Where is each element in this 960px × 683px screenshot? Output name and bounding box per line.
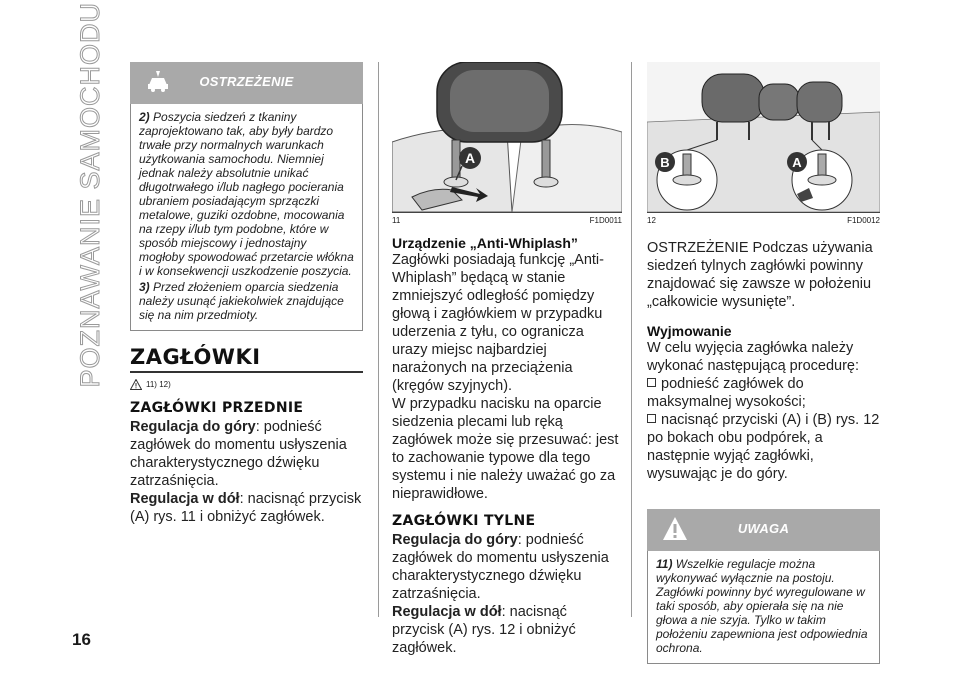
caution-box-title: UWAGA	[737, 521, 790, 536]
warning-box	[130, 62, 363, 331]
warning-box-title: OSTRZEŻENIE	[199, 74, 294, 89]
checkbox-bullet-icon	[647, 378, 656, 387]
warning-box-header	[130, 62, 363, 104]
rear-up-paragraph: Regulacja do góry: podnieść zagłówek do momentu usłyszenia charakterystycznego dźwięku zatrzaśnięcia.	[392, 532, 609, 602]
figure-code: F1D0011	[589, 216, 622, 225]
section-rule	[130, 371, 363, 373]
section-refs: 11) 12)	[130, 379, 363, 390]
front-headrests-text	[130, 418, 363, 526]
figure-code: F1D0012	[847, 216, 880, 225]
figure-11	[392, 62, 622, 213]
warning-item: 3) Przed złożeniem oparcia siedzenia należy usunąć jakiekolwiek znajdujące się na nim przedmioty.	[139, 280, 344, 322]
caution-box	[647, 509, 880, 664]
antiwhiplash-text: Zagłówki posiadają funkcję „Anti-Whiplash” będącą w stanie zmniejszyć odległość pomiędzy głową i zagłówkiem w przypadku uderzenia z tyłu, co ogranicza urazy miejsc najbardziej narażonych na przeciążenia (kręgów szyjnych). W przypadku nacisku na oparcie siedzenia plecami lub ręką zagłówek może się przesuwać: jest to zachowanie typowe dla tego systemu i nie należy uważać go za nieprawidłowe.	[392, 252, 619, 502]
callout-a: A	[792, 155, 802, 170]
rear-down-paragraph: Regulacja w dół: nacisnąć przycisk (A) rys. 12 i obniżyć zagłówek.	[392, 604, 576, 656]
removal-title: Wyjmowanie	[647, 323, 732, 339]
figure-11-caption	[392, 216, 622, 225]
column-3	[647, 62, 880, 664]
column-divider	[378, 62, 379, 617]
column-divider	[631, 62, 632, 617]
front-down-paragraph: Regulacja w dół: nacisnąć przycisk (A) rys. 11 i obniżyć zagłówek.	[130, 491, 362, 525]
front-up-paragraph: Regulacja do góry: podnieść zagłówek do momentu usłyszenia charakterystycznego dźwięku zatrzaśnięcia.	[130, 419, 347, 489]
section-title: ZAGŁÓWKI	[130, 345, 261, 369]
figure-number: 12	[647, 216, 656, 225]
figure-12	[647, 62, 880, 213]
removal-text: W celu wyjęcia zagłówka należy wykonać następującą procedurę: podnieść zagłówek do maksymalnej wysokości; nacisnąć przyciski (A) i (B) rys. 12 po bokach obu podpórek, a następnie wyjąć zagłówki, wysuwając je do góry.	[647, 340, 880, 482]
callout-b: B	[660, 155, 670, 170]
caution-box-header	[647, 509, 880, 551]
front-headrests-title: ZAGŁÓWKI PRZEDNIE	[130, 400, 304, 416]
removal-step: nacisnąć przyciski (A) i (B) rys. 12 po bokach obu podpórek, a następnie wyjąć zagłówki, wysuwając je do góry.	[647, 412, 880, 482]
rear-warning-paragraph: OSTRZEŻENIE Podczas używania siedzeń tylnych zagłówki powinny znajdować się zawsze w położeniu „całkowicie wysunięte”.	[647, 240, 873, 310]
callout-a: A	[464, 150, 476, 166]
caution-box-body: 11) Wszelkie regulacje można wykonywać wyłącznie na postoju. Zagłówki powinny być wyregulowane w taki sposób, aby opierała się na nie głowa a nie szyja. Tylko w takim położeniu zapewniona jest odpowiednia ochrona.	[647, 551, 880, 664]
rear-headrests-text	[392, 531, 622, 657]
front-headrest-illustration	[392, 62, 622, 212]
removal-step: podnieść zagłówek do maksymalnej wysokości;	[647, 376, 806, 410]
figure-number: 11	[392, 216, 401, 225]
warning-triangle-icon	[130, 379, 142, 390]
chapter-side-title: POZNAWANIE SAMOCHODU	[74, 2, 105, 388]
rear-headrests-title: ZAGŁÓWKI TYLNE	[392, 513, 536, 529]
antiwhiplash-title: Urządzenie „Anti-Whiplash”	[392, 235, 578, 251]
figure-12-caption	[647, 216, 880, 225]
warning-box-body	[130, 104, 363, 331]
column-2	[392, 62, 622, 657]
page-number: 16	[72, 630, 91, 649]
rear-headrest-illustration	[647, 62, 880, 212]
column-1	[130, 62, 363, 526]
checkbox-bullet-icon	[647, 414, 656, 423]
warning-item: 2) Poszycia siedzeń z tkaniny zaprojektowano tak, aby były bardzo trwałe przy normalnych warunkach użytkowania samochodu. Niemniej jednak należy absolutnie unikać długotrwałego i/lub nagłego pocierania ubraniem posiadającym sprzączki metalowe, guziki ozdobne, mocowania na rzepy i/lub tym podobne, które w sposób miejscowy i jednostajny mogłoby spowodować przetarcie włókna i w konsekwencji uszkodzenie poszycia.	[139, 110, 354, 278]
section-heading	[130, 345, 363, 390]
